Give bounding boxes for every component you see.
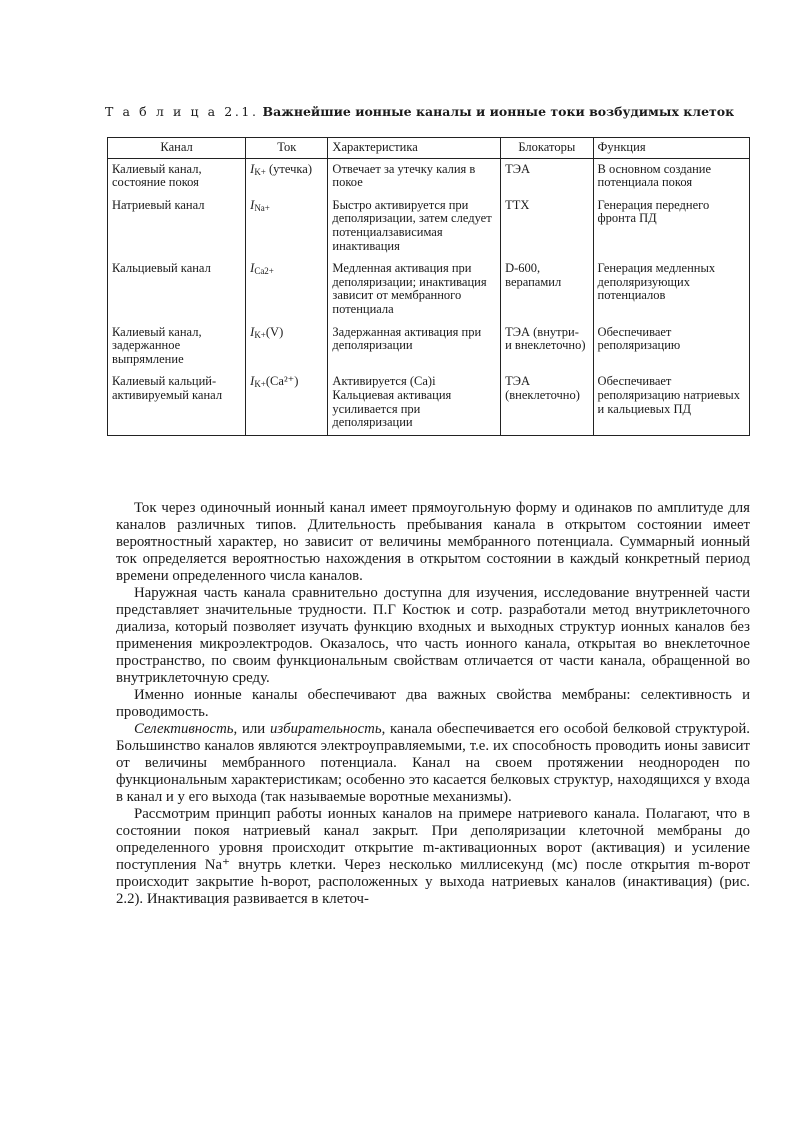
- paragraph-fragment: , канала обеспечивается его особой белковой структурой. Большинство каналов являются электроуправляемыми, т.е. их способность проводить ионы зависит от величины мембранного потенциала. Канал на своем протяжении неоднороден по функциональным характеристикам; особенно это касается белковых структур, находящихся у входа в канал и у его выхода (так называемые воротные механизмы).: [116, 721, 750, 805]
- paragraph: Именно ионные каналы обеспечивают два важных свойства мембраны: селективность и проводимость.: [116, 687, 750, 720]
- cell-characteristic: Медленная активация при деполяризации; инактивация зависит от мембранного потенциала: [328, 258, 501, 321]
- current-symbol: I: [250, 261, 255, 276]
- cell-current: [246, 195, 328, 258]
- term-selectivity-alt: избирательность: [269, 721, 382, 737]
- cell-characteristic: Отвечает за утечку калия в покое: [328, 158, 501, 195]
- cell-function: Обеспечивает реполяризацию: [593, 322, 749, 372]
- table-row: [108, 195, 750, 258]
- cell-blockers: ТЭА (внутри- и внеклеточно): [501, 322, 593, 372]
- table-caption-label: Т а б л и ц а 2.1.: [105, 104, 259, 119]
- paragraph: Рассмотрим принцип работы ионных каналов на примере натриевого канала. Полагают, что в состоянии покоя натриевый канал закрыт. При деполяризации клеточной мембраны до определенного уровня происходит открытие m-активационных ворот (активация) и усиление поступления Na⁺ внутрь клетки. Через несколько миллисекунд (мс) после открытия m-ворот происходит закрытие h-ворот, расположенных у выхода натриевых каналов (инактивация) (рис. 2.2). Инактивация развивается в клеточ-: [116, 806, 750, 907]
- cell-current: [246, 371, 328, 435]
- current-suffix: (Ca²⁺): [265, 374, 299, 389]
- cell-channel: Калиевый канал, задержанное выпрямление: [108, 322, 246, 372]
- cell-function: Обеспечивает реполяризацию натриевых и кальциевых ПД: [593, 371, 749, 435]
- cell-blockers: D-600, верапамил: [501, 258, 593, 321]
- cell-blockers: ТТХ: [501, 195, 593, 258]
- cell-blockers: ТЭА (внеклеточно): [501, 371, 593, 435]
- cell-function: Генерация медленных деполяризующих потенциалов: [593, 258, 749, 321]
- current-suffix: (утечка): [265, 161, 313, 176]
- current-subscript: K+: [254, 166, 266, 177]
- current-symbol: I: [250, 374, 255, 389]
- cell-characteristic: Задержанная активация при деполяризации: [328, 322, 501, 372]
- cell-function: Генерация переднего фронта ПД: [593, 195, 749, 258]
- current-subscript: Na+: [254, 202, 270, 213]
- paragraph: Ток через одиночный ионный канал имеет прямоугольную форму и одинаков по амплитуде для каналов различных типов. Длительность пребывания канала в открытом состоянии имеет вероятностный характер, но зависит от величины мембранного потенциала. Суммарный ионный ток определяется вероятностью нахождения в открытом состоянии в каждый конкретный период времени определенного числа каналов.: [116, 500, 750, 584]
- table-caption: [105, 104, 735, 119]
- cell-channel: Калиевый канал, состояние покоя: [108, 158, 246, 195]
- current-subscript: Ca2+: [254, 266, 274, 277]
- table-caption-title: Важнейшие ионные каналы и ионные токи возбудимых клеток: [262, 104, 735, 119]
- current-symbol: I: [250, 197, 255, 212]
- table-row: [108, 371, 750, 435]
- cell-channel: Кальциевый канал: [108, 258, 246, 321]
- cell-current: [246, 322, 328, 372]
- paragraph: Наружная часть канала сравнительно доступна для изучения, исследование внутренней части представляет значительные трудности. П.Г Костюк и сотр. разработали метод внутриклеточного диализа, который позволяет изучать функцию входных и выходных структур ионных каналов без применения микроэлектродов. Оказалось, что часть ионного канала, открытая во внеклеточное пространство, по своим функциональным свойствам отличается от части канала, обращенной во внутриклеточную среду.: [116, 585, 750, 686]
- cell-blockers: ТЭА: [501, 158, 593, 195]
- current-symbol: I: [250, 161, 255, 176]
- cell-current: [246, 258, 328, 321]
- header-function: Функция: [593, 138, 749, 159]
- cell-channel: Натриевый канал: [108, 195, 246, 258]
- cell-function: В основном создание потенциала покоя: [593, 158, 749, 195]
- table-row: [108, 258, 750, 321]
- cell-current: [246, 158, 328, 195]
- paragraph-fragment: , или: [233, 721, 270, 737]
- header-characteristic: Характеристика: [328, 138, 501, 159]
- table-row: [108, 158, 750, 195]
- ion-channels-table: [107, 137, 750, 436]
- header-channel: Канал: [108, 138, 246, 159]
- body-text: [116, 500, 750, 908]
- term-selectivity: Селективность: [134, 721, 234, 737]
- header-current: Ток: [246, 138, 328, 159]
- current-subscript: K+: [254, 379, 266, 390]
- cell-channel: Калиевый кальций-активируемый канал: [108, 371, 246, 435]
- current-symbol: I: [250, 324, 255, 339]
- cell-characteristic: Быстро активируется при деполяризации, затем следует потенциалзависимая инактивация: [328, 195, 501, 258]
- cell-characteristic: Активируется (Са)i Кальциевая активация усиливается при деполяризации: [328, 371, 501, 435]
- table-row: [108, 322, 750, 372]
- paragraph: [116, 721, 750, 806]
- current-subscript: K+: [254, 329, 266, 340]
- table-header-row: [108, 138, 750, 159]
- current-suffix: (V): [265, 324, 284, 339]
- header-blockers: Блокаторы: [501, 138, 593, 159]
